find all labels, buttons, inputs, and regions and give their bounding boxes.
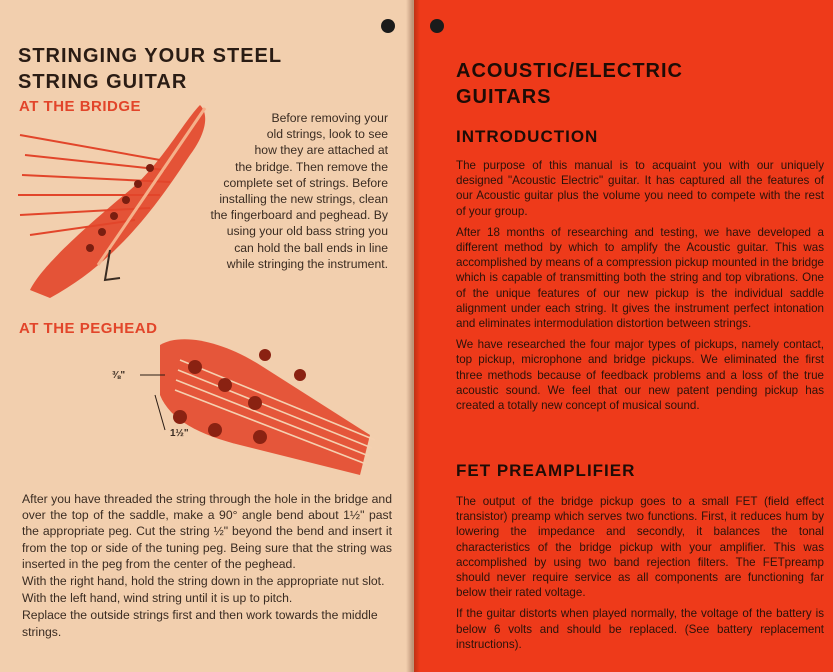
bridge-line: old strings, look to see xyxy=(266,127,388,142)
peghead-instructions xyxy=(22,491,392,640)
bridge-line: how they are attached at xyxy=(254,143,388,158)
bridge-line: while stringing the instrument. xyxy=(226,256,388,271)
bridge-line: the bridge. Then remove the xyxy=(235,159,388,174)
bridge-line: using your old bass string you xyxy=(226,224,388,239)
right-page-title-line1: ACOUSTIC/ELECTRIC xyxy=(456,60,683,82)
right-page xyxy=(414,0,833,672)
peghead-label-large: 1½" xyxy=(170,428,189,439)
book-gutter xyxy=(406,0,420,672)
right-page-title-line2: GUITARS xyxy=(456,86,552,108)
fet-paragraph: The output of the bridge pickup goes to a small FET (field effect transistor) preamp which serves two functions. First, it reduces hum by lowering the impedance and secondly, it balances the tonal characteristics of the bridge pickup with your amplifier. This was accomplished by using two band rejection filters. The FETpreamp should never require service as all components are functioning far below their rated voltage. xyxy=(456,495,824,600)
bridge-instructions xyxy=(178,110,388,272)
peghead-illustration xyxy=(120,325,380,490)
introduction-body xyxy=(456,158,824,413)
intro-paragraph: The purpose of this manual is to acquaint you with our uniquely designed "Acoustic Electric" guitar. It has captured all the features of our Acoustic guitar plus the volume you need to compete with the rest of your group. xyxy=(456,159,824,218)
left-page-title-line1: STRINGING YOUR STEEL xyxy=(18,45,283,67)
instruction-paragraph: After you have threaded the string through the hole in the bridge and over the top of the saddle, make a 90° angle bend about 1½" past the appropriate peg. Cut the string ½" beyond the bend and insert it from the top or side of the tuning peg. Being sure that the string was inserted in the peg from the center of the peghead. xyxy=(22,492,392,571)
bridge-line: installing the new strings, clean xyxy=(219,192,388,207)
binder-hole-right xyxy=(430,19,444,33)
instruction-paragraph: With the right hand, hold the string down in the appropriate nut slot. xyxy=(22,574,385,589)
instruction-paragraph: With the left hand, wind string until it is up to pitch. xyxy=(22,591,293,606)
left-page-title-line2: STRING GUITAR xyxy=(18,71,188,93)
fet-paragraph: If the guitar distorts when played normally, the voltage of the battery is below 6 volts and should be replaced. (See battery replacement instructions). xyxy=(456,607,824,651)
bridge-line: can hold the ball ends in line xyxy=(234,240,388,255)
intro-paragraph: After 18 months of researching and testing, we have developed a different method by which to amplify the Acoustic guitar. This was accomplished by means of a compression pickup mounted in the bridge which is capable of transmitting both the string and top vibrations. One of the unique features of our new pickup is the individual saddle alignment under each string. It gives the instrument perfect intonation and eliminates intermodulation distortion between strings. xyxy=(456,225,824,331)
fet-preamplifier-heading: FET PREAMPLIFIER xyxy=(456,461,636,480)
bridge-line: Before removing your xyxy=(271,111,388,125)
peghead-label-small: ⅜" xyxy=(112,370,126,381)
instruction-paragraph: Replace the outside strings first and then work towards the middle strings. xyxy=(22,608,378,639)
left-page xyxy=(0,0,414,672)
binder-hole-left xyxy=(381,19,395,33)
fet-body xyxy=(456,494,824,652)
bridge-line: complete set of strings. Before xyxy=(223,175,388,190)
peghead-heading: AT THE PEGHEAD xyxy=(19,320,158,337)
introduction-heading: INTRODUCTION xyxy=(456,127,599,146)
bridge-heading: AT THE BRIDGE xyxy=(19,98,142,115)
bridge-line: the fingerboard and peghead. By xyxy=(210,208,388,223)
intro-paragraph: We have researched the four major types of pickups, namely contact, top pickup, microphone and bridge pickups. We eliminated the first three methods because of feedback problems and a loss of the true acoustic sound. We feel that our new patent pending pickup has created a totally new concept of musical sound. xyxy=(456,338,824,413)
